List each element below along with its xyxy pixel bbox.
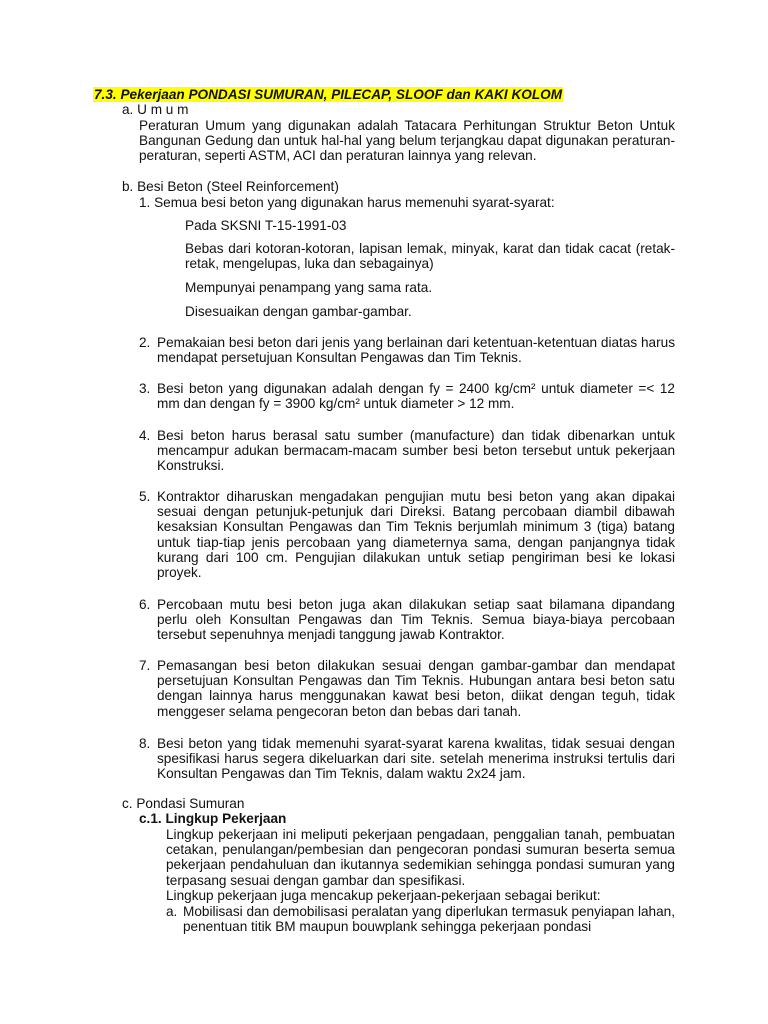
list-item-1: 1. Semua besi beton yang digunakan harus memenuhi syarat-syarat: [139,195,555,210]
subsection-text: Lingkup pekerjaan ini meliputi pekerjaan pengadaan, penggalian tanah, pembuatan cetakan, penulangan/pembesian dan pengecoran pondasi sumuran beserta semua pekerjaan pendahuluan dan ikutannya sedemikian sehingga pondasi sumuran yang terpasang sesuai dengan gambar dan spesifikasi. [166,827,675,888]
list-item-text: Besi beton yang digunakan adalah dengan fy = 2400 kg/cm² untuk diameter =< 12 mm dan dengan fy = 3900 kg/cm² untuk diameter > 12 mm. [157,381,675,412]
sub-list-item-number: a. [166,904,178,919]
list-item-number: 5. [139,489,151,504]
list-item-text: Besi beton harus berasal satu sumber (manufacture) dan tidak dibenarkan untuk mencampur adukan bermacam-macam sumber besi beton tersebut untuk pekerjaan Konstruksi. [157,428,675,474]
list-item-number: 4. [139,428,151,443]
bullet-text: Disesuaikan dengan gambar-gambar. [185,304,412,319]
list-item-number: 7. [139,658,151,673]
sub-list-item-text: Mobilisasi dan demobilisasi peralatan yang diperlukan termasuk penyiapan lahan, penentuan titik BM maupun bouwplank sehingga pekerjaan pondasi [183,904,675,935]
list-item-number: 3. [139,381,151,396]
list-item-number: 2. [139,335,151,350]
list-item-text: Pemakaian besi beton dari jenis yang berlainan dari ketentuan-ketentuan diatas harus mendapat persetujuan Konsultan Pengawas dan Tim Teknis. [157,335,675,366]
subsection-heading: c.1. Lingkup Pekerjaan [139,811,287,826]
list-item-text: Pemasangan besi beton dilakukan sesuai dengan gambar-gambar dan mendapat persetujuan Konsultan Pengawas dan Tim Teknis. Hubungan antara besi beton satu dengan lainnya harus menggunakan kawat besi beton, diikat dengan teguh, tidak menggeser selama pengecoran beton dan bebas dari tanah. [157,658,675,719]
bullet-text: Pada SKSNI T-15-1991-03 [185,218,347,233]
list-item-number: 6. [139,597,151,612]
section-a-text: Peraturan Umum yang digunakan adalah Tatacara Perhitungan Struktur Beton Untuk Bangunan Gedung dan untuk hal-hal yang belum terjangkau dapat digunakan peraturan-peraturan, seperti ASTM, ACI dan peraturan lainnya yang relevan. [139,118,675,164]
section-a-label: a. U m u m [122,102,189,117]
section-c-label: c. Pondasi Sumuran [122,796,245,811]
list-item-text: Kontraktor diharuskan mengadakan pengujian mutu besi beton yang akan dipakai sesuai dengan petunjuk-petunjuk dari Direksi. Batang percobaan diambil dibawah kesaksian Konsultan Pengawas dan Tim Teknis berjumlah minimum 3 (tiga) batang untuk tiap-tiap jenis percobaan yang diameternya sama, dengan panjangnya tidak kurang dari 100 cm. Pengujian dilakukan untuk setiap pengiriman besi ke lokasi proyek. [157,489,675,581]
bullet-text: Mempunyai penampang yang sama rata. [185,280,433,295]
list-item-number: 8. [139,736,151,751]
section-b-label: b. Besi Beton (Steel Reinforcement) [122,179,339,194]
subsection-text: Lingkup pekerjaan juga mencakup pekerjaan-pekerjaan sebagai berikut: [166,888,601,903]
bullet-text: Bebas dari kotoran-kotoran, lapisan lemak, minyak, karat dan tidak cacat (retak-retak, mengelupas, luka dan sebagainya) [185,241,675,272]
list-item-text: Percobaan mutu besi beton juga akan dilakukan setiap saat bilamana dipandang perlu oleh Konsultan Pengawas dan Tim Teknis. Semua biaya-biaya percobaan tersebut sepenuhnya menjadi tanggung jawab Kontraktor. [157,597,675,643]
list-item-text: Besi beton yang tidak memenuhi syarat-syarat karena kwalitas, tidak sesuai dengan spesifikasi harus segera dikeluarkan dari site. setelah menerima instruksi tertulis dari Konsultan Pengawas dan Tim Teknis, dalam waktu 2x24 jam. [157,736,675,782]
section-heading: 7.3. Pekerjaan PONDASI SUMURAN, PILECAP, SLOOF dan KAKI KOLOM [94,87,563,102]
